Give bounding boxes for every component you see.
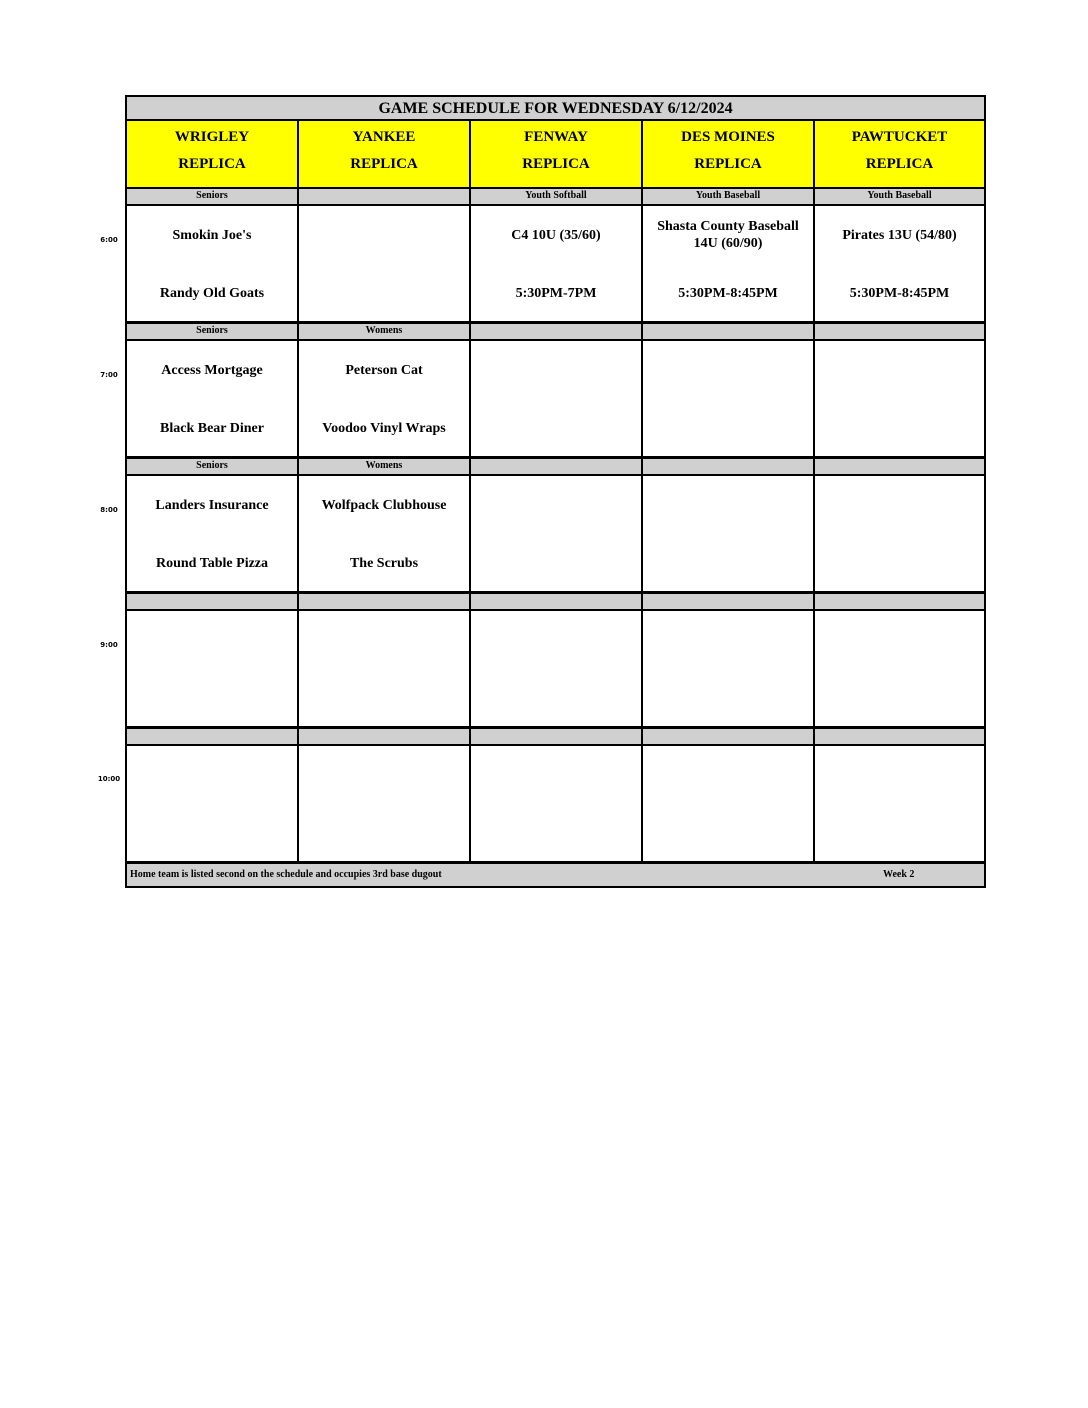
time-slots	[127, 189, 984, 864]
game-cell	[815, 611, 984, 729]
home-team	[475, 534, 637, 594]
away-team: C4 10U (35/60)	[511, 227, 601, 243]
category-label: Youth Baseball	[815, 189, 984, 206]
field-header-wrigley	[127, 121, 299, 189]
away-team: Smokin Joe's	[172, 227, 252, 243]
category-label	[127, 729, 299, 746]
away-team	[819, 341, 980, 399]
category-label: Seniors	[127, 189, 299, 206]
time-label: 8:00	[100, 506, 118, 514]
game-cell	[471, 746, 643, 864]
field-header-fenway	[471, 121, 643, 189]
game-cell	[815, 476, 984, 594]
category-label	[815, 729, 984, 746]
schedule-table	[125, 95, 986, 888]
home-team	[303, 264, 465, 324]
category-row	[127, 189, 984, 206]
home-team	[819, 804, 980, 864]
home-team	[647, 804, 809, 864]
game-cell	[815, 206, 984, 324]
away-team	[819, 476, 980, 534]
away-team: Pirates 13U (54/80)	[842, 227, 957, 243]
game-cell	[815, 746, 984, 864]
game-cell	[299, 476, 471, 594]
away-team: Access Mortgage	[161, 362, 263, 378]
game-row	[127, 746, 984, 864]
category-label	[815, 459, 984, 476]
game-cell	[643, 746, 815, 864]
home-team: Randy Old Goats	[159, 286, 265, 301]
away-team	[647, 611, 809, 669]
category-label: Womens	[299, 459, 471, 476]
away-team	[131, 611, 293, 669]
time-label: 7:00	[100, 371, 118, 379]
away-team	[303, 611, 465, 669]
time-label: 6:00	[100, 236, 118, 244]
away-team: Landers Insurance	[155, 497, 269, 513]
week-label: Week 2	[883, 869, 915, 880]
game-cell	[471, 341, 643, 459]
away-team	[303, 206, 465, 264]
home-team	[303, 804, 465, 864]
field-subtitle: REPLICA	[178, 156, 246, 172]
home-team: 5:30PM-7PM	[515, 286, 597, 301]
time-label: 10:00	[97, 775, 121, 783]
game-row	[127, 476, 984, 594]
game-row	[127, 341, 984, 459]
away-team	[647, 341, 809, 399]
away-team	[819, 746, 980, 804]
category-row	[127, 729, 984, 746]
home-team	[819, 399, 980, 459]
home-team: Black Bear Diner	[160, 421, 264, 436]
game-cell	[643, 341, 815, 459]
field-name: PAWTUCKET	[851, 129, 948, 145]
footer-row	[127, 864, 984, 886]
category-row	[127, 459, 984, 476]
home-team	[475, 804, 637, 864]
away-team: Peterson Cat	[345, 362, 423, 378]
game-cell	[299, 611, 471, 729]
home-team	[131, 804, 293, 864]
field-header-des-moines	[643, 121, 815, 189]
category-label	[643, 324, 815, 341]
home-team	[475, 399, 637, 459]
home-team	[647, 669, 809, 729]
game-cell	[471, 476, 643, 594]
schedule-title: GAME SCHEDULE FOR WEDNESDAY 6/12/2024	[127, 97, 984, 121]
home-team: 5:30PM-8:45PM	[849, 286, 950, 301]
category-row	[127, 324, 984, 341]
game-cell	[471, 611, 643, 729]
category-label	[815, 324, 984, 341]
category-label	[299, 594, 471, 611]
category-label	[643, 729, 815, 746]
category-row	[127, 594, 984, 611]
home-team: Voodoo Vinyl Wraps	[322, 421, 446, 436]
home-team	[647, 534, 809, 594]
away-team: Wolfpack Clubhouse	[321, 497, 447, 513]
field-header-row	[127, 121, 984, 189]
field-header-yankee	[299, 121, 471, 189]
field-subtitle: REPLICA	[350, 156, 418, 172]
field-name: FENWAY	[524, 129, 588, 145]
field-header-pawtucket	[815, 121, 984, 189]
footer-note: Home team is listed second on the schedule and occupies 3rd base dugout	[130, 869, 442, 880]
field-subtitle: REPLICA	[522, 156, 590, 172]
field-name: YANKEE	[352, 129, 416, 145]
game-cell	[127, 611, 299, 729]
game-cell	[299, 746, 471, 864]
game-cell	[127, 476, 299, 594]
category-label	[299, 189, 471, 206]
game-cell	[127, 206, 299, 324]
game-cell	[127, 341, 299, 459]
away-team	[647, 746, 809, 804]
away-team	[475, 611, 637, 669]
field-subtitle: REPLICA	[694, 156, 762, 172]
away-team	[819, 611, 980, 669]
category-label	[471, 324, 643, 341]
away-team	[131, 746, 293, 804]
home-team	[819, 669, 980, 729]
home-team: 5:30PM-8:45PM	[678, 286, 778, 301]
category-label: Seniors	[127, 459, 299, 476]
away-team	[647, 476, 809, 534]
category-label: Womens	[299, 324, 471, 341]
game-cell	[299, 206, 471, 324]
field-name: DES MOINES	[681, 129, 775, 145]
home-team	[819, 534, 980, 594]
game-cell	[471, 206, 643, 324]
away-team: Shasta County Baseball 14U (60/90)	[657, 219, 799, 251]
field-name: WRIGLEY	[174, 129, 250, 145]
category-label: Youth Baseball	[643, 189, 815, 206]
home-team	[303, 669, 465, 729]
home-team: Round Table Pizza	[155, 556, 269, 571]
away-team	[475, 476, 637, 534]
home-team	[647, 399, 809, 459]
category-label	[471, 729, 643, 746]
game-cell	[643, 206, 815, 324]
time-label: 9:00	[100, 641, 118, 649]
home-team	[131, 669, 293, 729]
category-label	[471, 594, 643, 611]
category-label	[471, 459, 643, 476]
category-label	[299, 729, 471, 746]
game-cell	[643, 476, 815, 594]
category-label	[643, 594, 815, 611]
game-cell	[299, 341, 471, 459]
game-cell	[815, 341, 984, 459]
away-team	[475, 746, 637, 804]
game-cell	[127, 746, 299, 864]
home-team: The Scrubs	[349, 556, 419, 571]
game-cell	[643, 611, 815, 729]
category-label: Youth Softball	[471, 189, 643, 206]
game-row	[127, 206, 984, 324]
away-team	[303, 746, 465, 804]
field-subtitle: REPLICA	[865, 156, 934, 172]
category-label	[815, 594, 984, 611]
category-label	[127, 594, 299, 611]
category-label	[643, 459, 815, 476]
home-team	[475, 669, 637, 729]
category-label: Seniors	[127, 324, 299, 341]
away-team	[475, 341, 637, 399]
game-row	[127, 611, 984, 729]
